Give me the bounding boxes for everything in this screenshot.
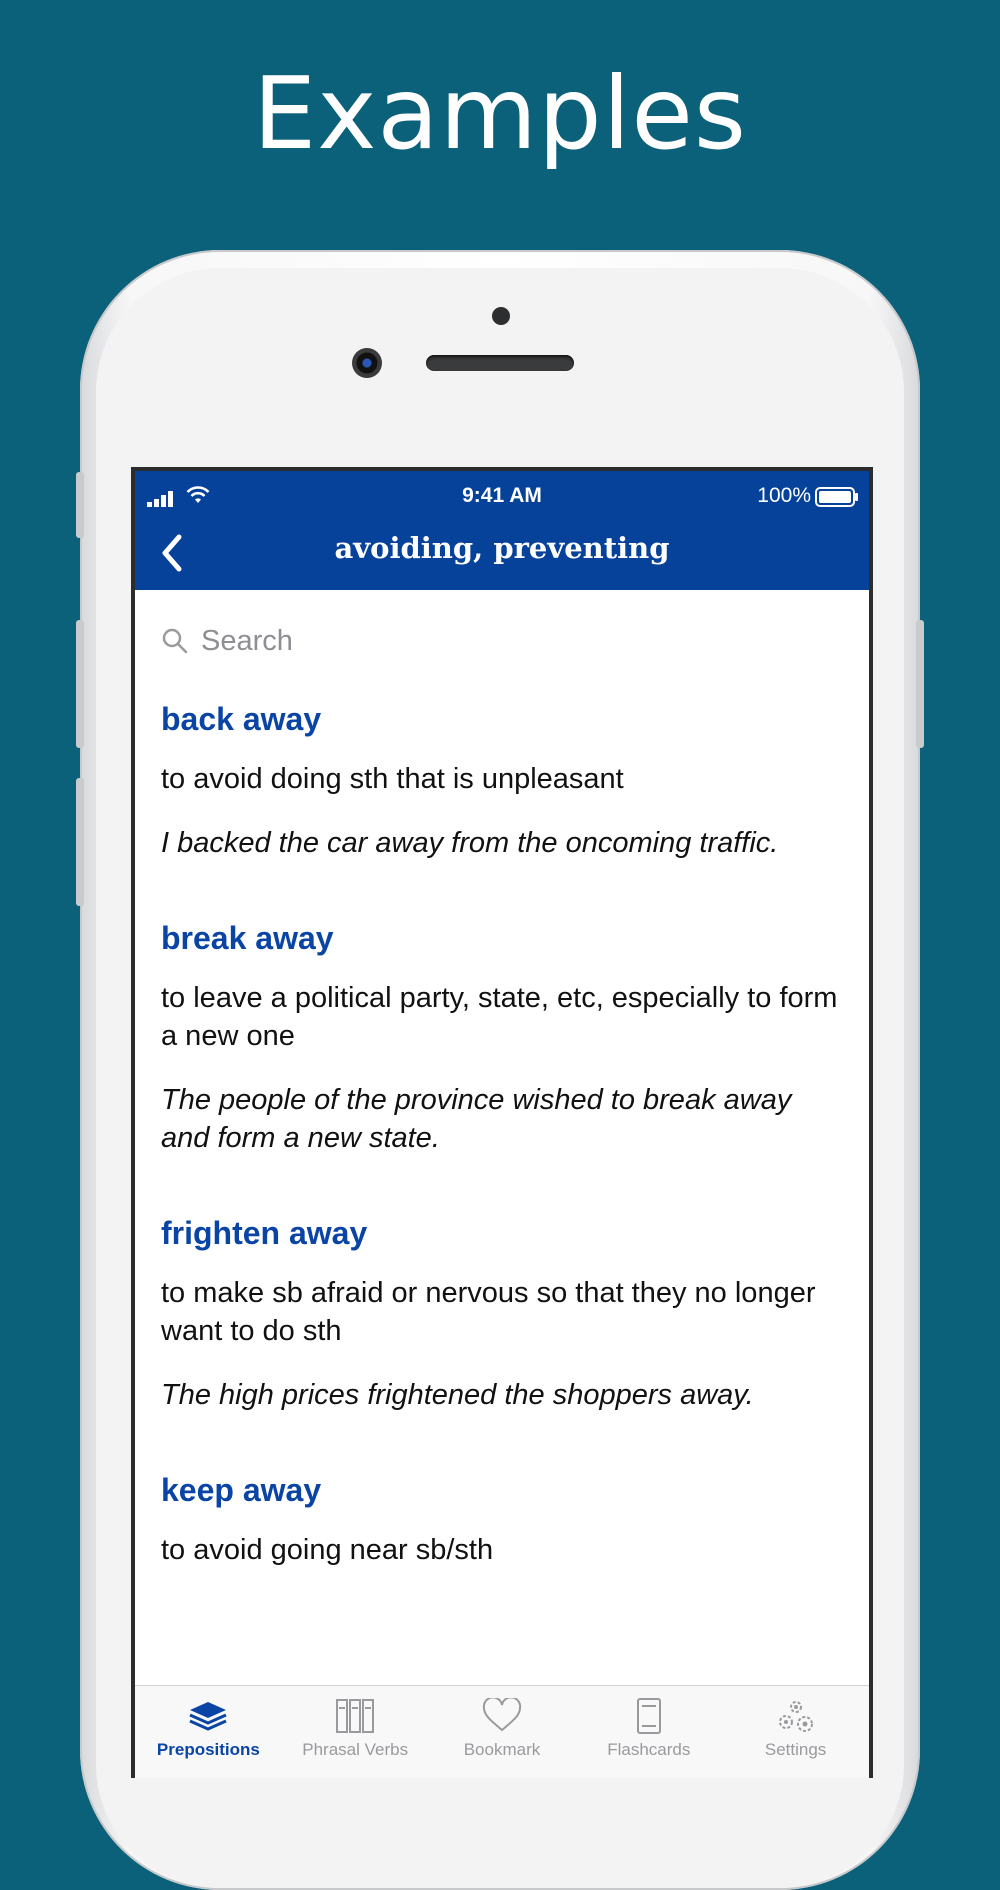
page-title: avoiding, preventing <box>334 531 670 565</box>
proximity-sensor <box>492 307 510 325</box>
list-item[interactable] <box>161 920 841 1157</box>
volume-down-button <box>76 778 84 906</box>
entry-example: The people of the province wished to break away and form a new state. <box>161 1084 792 1154</box>
list-item[interactable] <box>161 1472 841 1569</box>
chevron-left-icon <box>157 533 187 573</box>
tab-prepositions[interactable] <box>135 1686 282 1778</box>
entry-term: frighten away <box>161 1215 368 1251</box>
search-placeholder: Search <box>201 624 293 657</box>
list-item[interactable] <box>161 1215 841 1414</box>
search-field[interactable] <box>161 621 293 661</box>
search-icon <box>161 627 189 655</box>
tab-flashcards[interactable] <box>575 1686 722 1778</box>
tab-bar <box>135 1685 869 1778</box>
tab-settings[interactable] <box>722 1686 869 1778</box>
entry-term: keep away <box>161 1472 322 1508</box>
tab-label: Settings <box>764 1740 827 1759</box>
mute-switch <box>76 472 84 538</box>
stack-icon <box>186 1698 230 1734</box>
earpiece-speaker <box>426 355 574 371</box>
entry-example: I backed the car away from the oncoming traffic. <box>161 827 779 859</box>
tab-label: Phrasal Verbs <box>302 1740 409 1759</box>
navigation-bar <box>135 471 869 590</box>
status-bar <box>135 481 869 511</box>
battery-percentage: 100% <box>757 484 811 507</box>
app-screen <box>131 467 873 1778</box>
status-time: 9:41 AM <box>462 484 542 507</box>
tab-phrasal-verbs[interactable] <box>282 1686 429 1778</box>
entry-term: back away <box>161 701 322 737</box>
battery-icon <box>815 487 859 513</box>
entry-term: break away <box>161 920 334 956</box>
headline: Examples <box>253 55 747 172</box>
power-button <box>916 620 924 748</box>
books-icon <box>333 1698 377 1734</box>
tab-bookmark[interactable] <box>429 1686 576 1778</box>
entry-definition: to make sb afraid or nervous so that they no longer want to do sth <box>161 1277 816 1347</box>
tab-label: Bookmark <box>463 1740 541 1759</box>
card-icon <box>627 1698 671 1734</box>
volume-up-button <box>76 620 84 748</box>
tab-label: Flashcards <box>607 1740 691 1759</box>
gears-icon <box>774 1698 818 1734</box>
entry-definition: to avoid going near sb/sth <box>161 1534 494 1566</box>
list-item[interactable] <box>161 701 841 862</box>
entry-definition: to leave a political party, state, etc, especially to form a new one <box>161 982 838 1052</box>
entry-definition: to avoid doing sth that is unpleasant <box>161 763 624 795</box>
entry-example: The high prices frightened the shoppers away. <box>161 1379 754 1411</box>
tab-label: Prepositions <box>156 1740 260 1759</box>
back-button[interactable] <box>157 533 197 577</box>
heart-icon <box>480 1698 524 1734</box>
front-camera <box>352 348 382 378</box>
entry-list <box>161 701 841 1595</box>
